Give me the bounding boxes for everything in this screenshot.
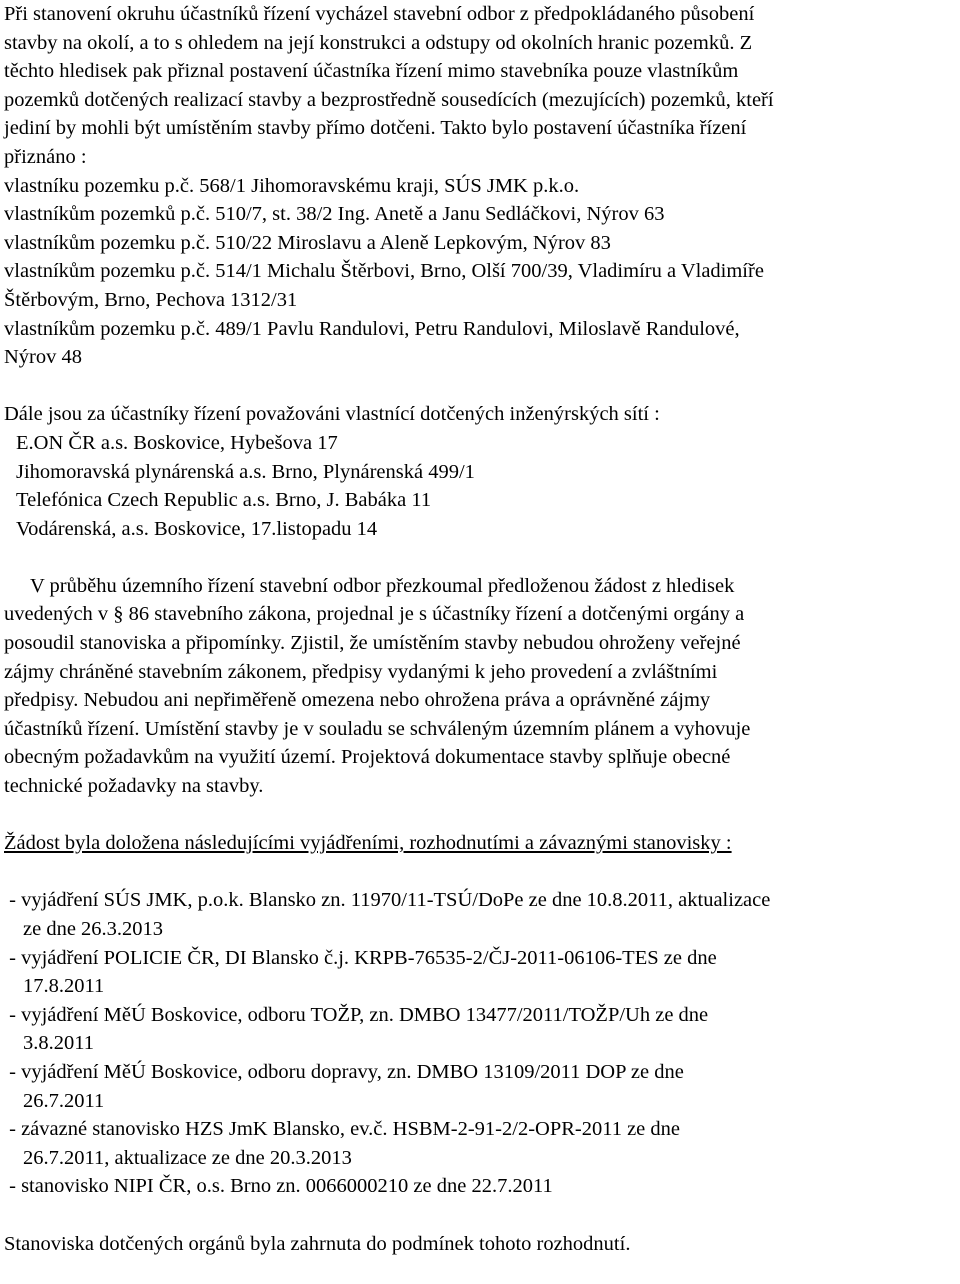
spacer bbox=[4, 858, 958, 887]
text-line: zájmy chráněné stavebním zákonem, předpisy vydanými k jeho provedení a zvláštními bbox=[4, 660, 718, 683]
intro-paragraph bbox=[4, 0, 958, 172]
statement-item: - závazné stanovisko HZS JmK Blansko, ev.č. HSBM-2-91-2/2-OPR-2011 ze dne bbox=[4, 1118, 681, 1141]
text-line: posoudil stanoviska a připomínky. Zjistil, že umístěním stavby nebudou ohroženy veřejné bbox=[4, 632, 741, 655]
text-line: technické požadavky na stavby. bbox=[4, 775, 264, 798]
statement-item-continuation: 17.8.2011 bbox=[23, 975, 105, 998]
statement-item: - vyjádření MěÚ Boskovice, odboru TOŽP, zn. DMBO 13477/2011/TOŽP/Uh ze dne bbox=[4, 1003, 709, 1026]
networks-section bbox=[4, 400, 958, 543]
network-owner: E.ON ČR a.s. Boskovice, Hybešova 17 bbox=[16, 431, 338, 454]
text-line: přiznáno : bbox=[4, 145, 87, 168]
text-line: těchto hledisek pak přiznal postavení účastníka řízení mimo stavebníka pouze vlastníkům bbox=[4, 60, 739, 83]
text-line: obecným požadavkům na využití území. Projektová dokumentace stavby splňuje obecné bbox=[4, 746, 731, 769]
text-line: stavby na okolí, a to s ohledem na její konstrukci a odstupy od okolních hranic pozemků. Z bbox=[4, 31, 753, 54]
statement-item-continuation: ze dne 26.3.2013 bbox=[23, 918, 164, 940]
owner-line: vlastníkům pozemku p.č. 489/1 Pavlu Randulovi, Petru Randulovi, Miloslavě Randulové, bbox=[4, 317, 740, 340]
statement-item-continuation: 26.7.2011, aktualizace ze dne 20.3.2013 bbox=[23, 1146, 352, 1169]
review-paragraph bbox=[4, 572, 958, 801]
owner-line: vlastníkům pozemků p.č. 510/7, st. 38/2 Ing. Anetě a Janu Sedláčkovi, Nýrov 63 bbox=[4, 203, 665, 226]
statements-heading: Žádost byla doložena následujícími vyjádřeními, rozhodnutími a závaznými stanovisky : bbox=[4, 832, 732, 855]
text-line: uvedených v § 86 stavebního zákona, projednal je s účastníky řízení a dotčenými orgány a bbox=[4, 603, 745, 626]
statement-item: - vyjádření MěÚ Boskovice, odboru dopravy, zn. DMBO 13109/2011 DOP ze dne bbox=[4, 1060, 684, 1083]
text-line: předpisy. Nebudou ani nepřiměřeně omezena nebo ohrožena práva a oprávněné zájmy bbox=[4, 689, 711, 712]
network-owner: Vodárenská, a.s. Boskovice, 17.listopadu 14 bbox=[16, 517, 378, 540]
network-owner: Telefónica Czech Republic a.s. Brno, J. Babáka 11 bbox=[16, 489, 432, 512]
owner-line: Nýrov 48 bbox=[4, 346, 83, 369]
spacer bbox=[4, 372, 958, 401]
owner-line: vlastníkům pozemku p.č. 514/1 Michalu Štěrbovi, Brno, Olší 700/39, Vladimíru a Vladimíře bbox=[4, 260, 764, 283]
spacer bbox=[4, 543, 958, 572]
statement-item-continuation: 26.7.2011 bbox=[23, 1089, 105, 1112]
networks-heading: Dále jsou za účastníky řízení považováni vlastnící dotčených inženýrských sítí : bbox=[4, 403, 660, 426]
owner-line: vlastníkům pozemku p.č. 510/22 Miroslavu a Aleně Lepkovým, Nýrov 83 bbox=[4, 231, 611, 254]
text-line: pozemků dotčených realizací stavby a bezprostředně sousedících (mezujících) pozemků, kteří bbox=[4, 88, 774, 111]
spacer bbox=[4, 801, 958, 830]
statement-item: - vyjádření POLICIE ČR, DI Blansko č.j. KRPB-76535-2/ČJ-2011-06106-TES ze dne bbox=[4, 946, 717, 969]
text-line: Při stanovení okruhu účastníků řízení vycházel stavební odbor z předpokládaného působení bbox=[4, 3, 755, 25]
owner-line: vlastníku pozemku p.č. 568/1 Jihomoravskému kraji, SÚS JMK p.k.o. bbox=[4, 174, 580, 197]
spacer bbox=[4, 1201, 958, 1230]
text-line: V průběhu územního řízení stavební odbor přezkoumal předloženou žádost z hledisek bbox=[30, 574, 735, 597]
statement-item-continuation: 3.8.2011 bbox=[23, 1032, 94, 1055]
statement-item: - vyjádření SÚS JMK, p.o.k. Blansko zn. 11970/11-TSÚ/DoPe ze dne 10.8.2011, aktualizace bbox=[4, 889, 771, 912]
statement-item: - stanovisko NIPI ČR, o.s. Brno zn. 0066000210 ze dne 22.7.2011 bbox=[4, 1175, 553, 1198]
owners-list bbox=[4, 172, 958, 372]
closing-sentence: Stanoviska dotčených orgánů byla zahrnuta do podmínek tohoto rozhodnutí. bbox=[4, 1232, 631, 1255]
owner-line: Štěrbovým, Brno, Pechova 1312/31 bbox=[4, 288, 298, 311]
text-line: jediní by mohli být umístěním stavby přímo dotčeni. Takto bylo postavení účastníka řízení bbox=[4, 117, 747, 140]
network-owner: Jihomoravská plynárenská a.s. Brno, Plynárenská 499/1 bbox=[16, 460, 475, 483]
statements-section bbox=[4, 829, 958, 1201]
text-line: účastníků řízení. Umístění stavby je v souladu se schváleným územním plánem a vyhovuje bbox=[4, 717, 751, 740]
document-page bbox=[4, 0, 958, 1258]
